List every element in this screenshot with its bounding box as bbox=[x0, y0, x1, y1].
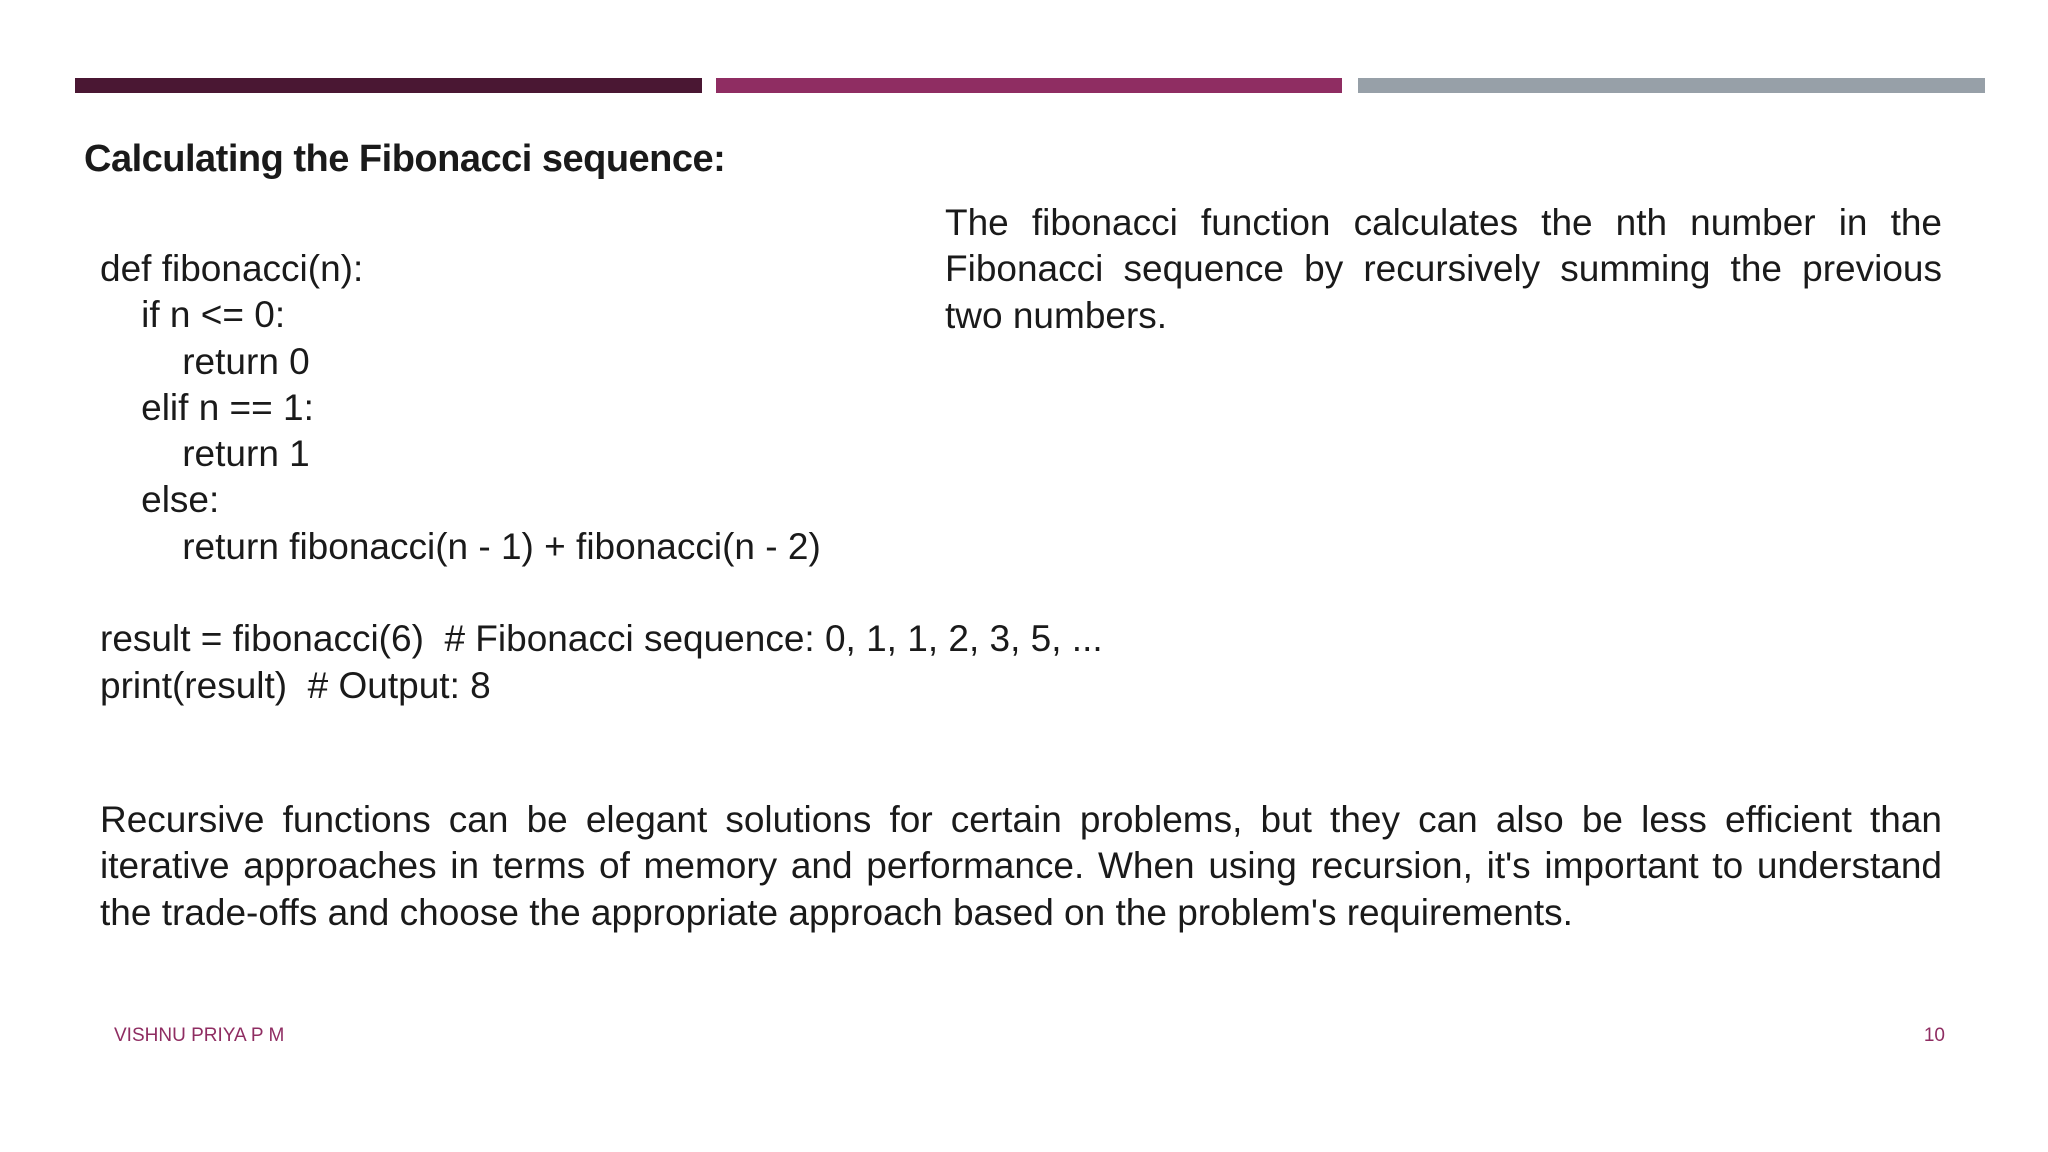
header-bar-dark bbox=[75, 78, 702, 93]
code-line: return fibonacci(n - 1) + fibonacci(n - 2) bbox=[100, 525, 821, 567]
function-description: The fibonacci function calculates the nth number in the Fibonacci sequence by recursively summing the previous two numbers. bbox=[945, 202, 1942, 336]
code-line: print(result) # Output: 8 bbox=[100, 664, 491, 706]
code-line: else: bbox=[100, 479, 220, 521]
code-line: return 0 bbox=[100, 340, 310, 382]
code-line: def fibonacci(n): bbox=[100, 248, 364, 289]
code-line: result = fibonacci(6) # Fibonacci sequence: 0, 1, 1, 2, 3, 5, ... bbox=[100, 618, 1103, 660]
footer-author: VISHNU PRIYA P M bbox=[114, 1025, 285, 1046]
recursion-note-paragraph: Recursive functions can be elegant solutions for certain problems, but they can also be less efficient than iterative approaches in terms of memory and performance. When using recursion, it's important to understand the trade-offs and choose the appropriate approach based on the problem's requirements. bbox=[100, 799, 1942, 933]
slide-title: Calculating the Fibonacci sequence: bbox=[84, 138, 726, 180]
header-bar-magenta bbox=[716, 78, 1342, 93]
code-line: return 1 bbox=[100, 433, 310, 475]
code-line: if n <= 0: bbox=[100, 294, 286, 336]
header-bar-gray bbox=[1358, 78, 1985, 93]
code-line bbox=[100, 570, 1103, 616]
code-line: elif n == 1: bbox=[100, 386, 314, 428]
page-number: 10 bbox=[1923, 1025, 1945, 1046]
